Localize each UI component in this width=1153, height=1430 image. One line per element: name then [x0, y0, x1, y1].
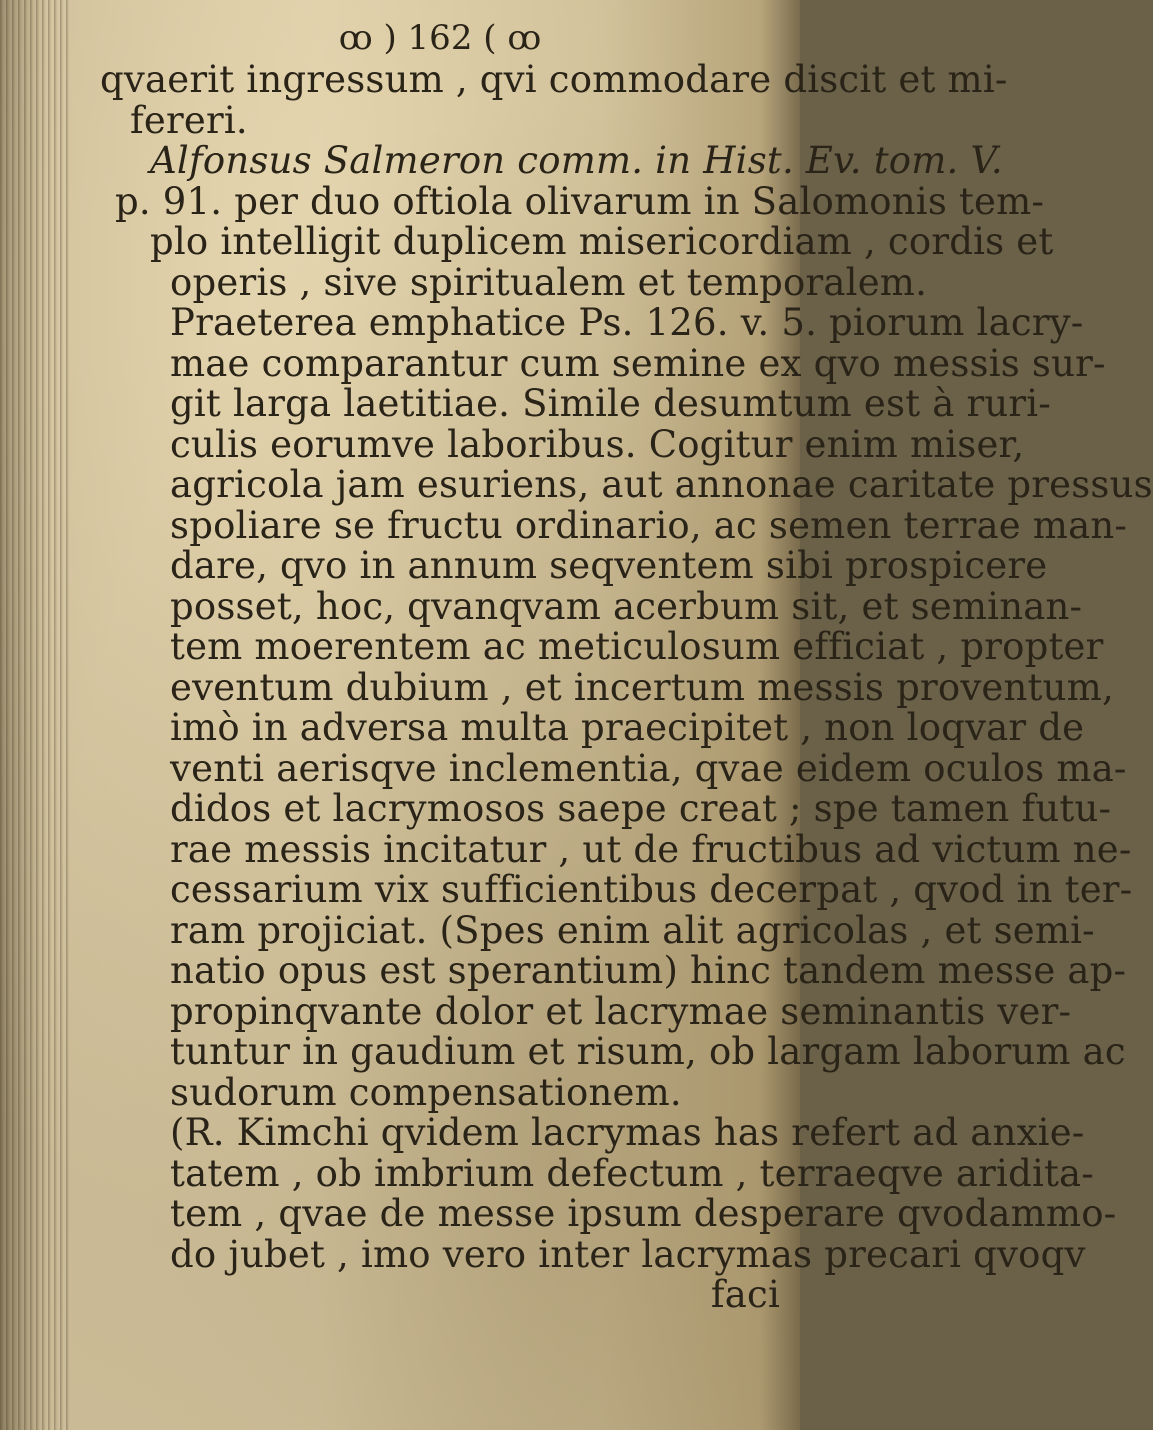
text-block — [70, 58, 1153, 1316]
text-line: git larga laetitiae. Simile desumtum est à ruri- — [170, 382, 1051, 425]
page-gutter-edge — [0, 0, 70, 1430]
text-line: rae messis incitatur , ut de fructibus ad victum ne- — [170, 827, 1132, 871]
text-line: dare, qvo in annum seqventem sibi prospicere — [170, 544, 1048, 587]
text-line: didos et lacrymosos saepe creat ; spe tamen futu- — [170, 787, 1112, 830]
text-line: fereri. — [130, 98, 248, 142]
text-line: mae comparantur cum semine ex qvo messis sur- — [170, 341, 1106, 385]
text-line: Praeterea emphatice Ps. 126. v. 5. piorum lacry- — [170, 301, 1084, 344]
text-line: agricola jam esuriens, aut annonae caritate pressus — [170, 463, 1153, 506]
text-line: faci — [710, 1273, 780, 1316]
text-line: venti aerisqve inclementia, qvae eidem oculos ma- — [170, 746, 1127, 790]
text-line: ram projiciat. (Spes enim alit agricolas , et semi- — [170, 908, 1095, 952]
text-line: propinqvante dolor et lacrymae seminantis ver- — [170, 989, 1072, 1033]
text-line: eventum dubium , et incertum messis proventum, — [170, 665, 1114, 709]
text-line: imò in adversa multa praecipitet , non loqvar de — [170, 706, 1085, 749]
text-line: natio opus est sperantium) hinc tandem messe ap- — [170, 949, 1127, 992]
text-line: plo intelligit duplicem misericordiam , cordis et — [150, 220, 1054, 263]
text-line: do jubet , imo vero inter lacrymas precari qvoqv — [170, 1232, 1086, 1276]
text-line: tem moerentem ac meticulosum efficiat , propter — [170, 625, 1104, 668]
text-line: (R. Kimchi qvidem lacrymas has refert ad anxie- — [170, 1111, 1085, 1154]
text-line: p. 91. per duo oftiola olivarum in Salomonis tem- — [115, 179, 1045, 223]
text-line: tuntur in gaudium et risum, ob largam laborum ac — [170, 1030, 1126, 1073]
text-line: culis eorumve laboribus. Cogitur enim miser, — [170, 422, 1025, 466]
text-line: tem , qvae de messe ipsum desperare qvodammo- — [170, 1192, 1117, 1235]
text-line: qvaerit ingressum , qvi commodare discit et mi- — [100, 58, 1008, 101]
text-line: Alfonsus Salmeron comm. in Hist. Ev. tom. V. — [150, 139, 1003, 182]
text-line: cessarium vix sufficientibus decerpat , qvod in ter- — [170, 868, 1133, 911]
text-line: operis , sive spiritualem et temporalem. — [170, 260, 928, 304]
text-line: sudorum compensationem. — [170, 1070, 682, 1114]
text-line: spoliare se fructu ordinario, ac semen terrae man- — [170, 503, 1128, 547]
text-line: tatem , ob imbrium defectum , terraeqve aridita- — [170, 1151, 1095, 1195]
page-number-header: ꝏ ) 162 ( ꝏ — [338, 18, 542, 58]
text-line: posset, hoc, qvanqvam acerbum sit, et seminan- — [170, 584, 1083, 628]
